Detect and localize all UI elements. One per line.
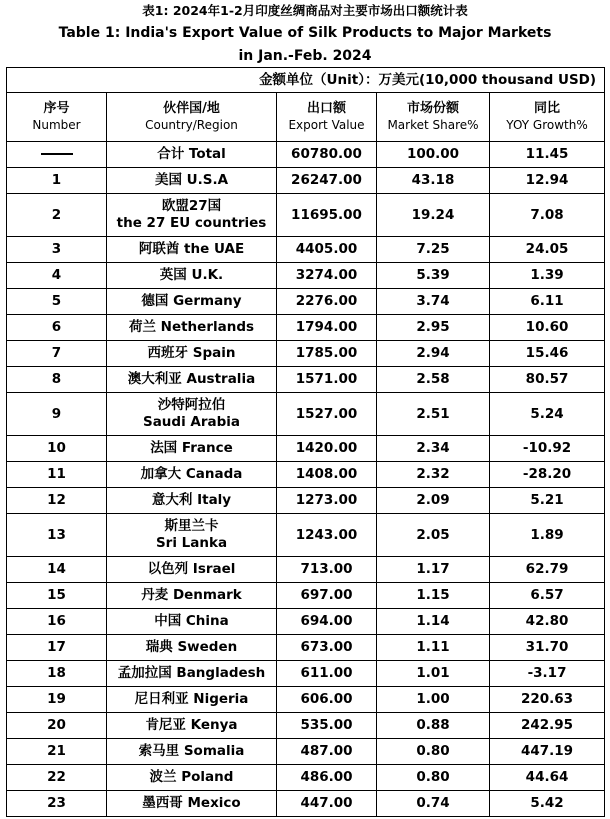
header-yoy bbox=[490, 93, 605, 142]
row-number: 13 bbox=[7, 514, 107, 557]
row-number: 4 bbox=[7, 263, 107, 289]
row-market-share: 2.09 bbox=[377, 488, 490, 514]
row-market-share: 1.14 bbox=[377, 609, 490, 635]
row-yoy-growth: 15.46 bbox=[490, 341, 605, 367]
title-english-line1: Table 1: India's Export Value of Silk Products to Major Markets bbox=[58, 25, 552, 41]
country-name: 肯尼亚 Kenya bbox=[145, 717, 238, 733]
header-export-cn: 出口额 bbox=[306, 101, 346, 116]
row-yoy-growth: 5.42 bbox=[490, 791, 605, 817]
row-number: 20 bbox=[7, 713, 107, 739]
row-market-share: 2.05 bbox=[377, 514, 490, 557]
row-export-value: 1527.00 bbox=[277, 393, 377, 436]
country-name: 德国 Germany bbox=[141, 293, 242, 309]
row-country bbox=[107, 635, 277, 661]
row-yoy-growth: 11.45 bbox=[490, 142, 605, 168]
table-row bbox=[7, 315, 605, 341]
table-row bbox=[7, 765, 605, 791]
export-table bbox=[6, 67, 605, 817]
row-yoy-growth: 447.19 bbox=[490, 739, 605, 765]
table-row bbox=[7, 514, 605, 557]
table-row bbox=[7, 237, 605, 263]
row-market-share: 0.88 bbox=[377, 713, 490, 739]
row-country bbox=[107, 661, 277, 687]
row-export-value: 697.00 bbox=[277, 583, 377, 609]
row-yoy-growth: 7.08 bbox=[490, 194, 605, 237]
row-market-share: 2.58 bbox=[377, 367, 490, 393]
country-name-en: Sri Lanka bbox=[155, 535, 228, 551]
row-number: 16 bbox=[7, 609, 107, 635]
row-yoy-growth: 1.39 bbox=[490, 263, 605, 289]
row-export-value: 1785.00 bbox=[277, 341, 377, 367]
row-country bbox=[107, 436, 277, 462]
table-row bbox=[7, 341, 605, 367]
row-number: 5 bbox=[7, 289, 107, 315]
row-market-share: 2.51 bbox=[377, 393, 490, 436]
title-english-line2: in Jan.-Feb. 2024 bbox=[238, 48, 372, 64]
row-number: 17 bbox=[7, 635, 107, 661]
table-row bbox=[7, 488, 605, 514]
country-name: 波兰 Poland bbox=[149, 769, 234, 785]
row-export-value: 2276.00 bbox=[277, 289, 377, 315]
row-export-value: 1794.00 bbox=[277, 315, 377, 341]
country-name: 意大利 Italy bbox=[151, 492, 232, 508]
row-yoy-growth: 44.64 bbox=[490, 765, 605, 791]
country-name: 荷兰 Netherlands bbox=[128, 319, 255, 335]
row-country bbox=[107, 713, 277, 739]
row-country bbox=[107, 739, 277, 765]
dash-mark bbox=[41, 153, 73, 155]
table-row bbox=[7, 194, 605, 237]
table-row bbox=[7, 739, 605, 765]
table-row bbox=[7, 289, 605, 315]
row-number: 15 bbox=[7, 583, 107, 609]
table-row bbox=[7, 557, 605, 583]
header-share bbox=[377, 93, 490, 142]
table-row bbox=[7, 687, 605, 713]
table-row bbox=[7, 393, 605, 436]
row-number: 9 bbox=[7, 393, 107, 436]
table-row bbox=[7, 462, 605, 488]
row-country bbox=[107, 583, 277, 609]
country-name: 尼日利亚 Nigeria bbox=[134, 691, 249, 707]
header-yoy-cn: 同比 bbox=[534, 101, 561, 116]
row-export-value: 535.00 bbox=[277, 713, 377, 739]
row-country bbox=[107, 237, 277, 263]
row-yoy-growth: 5.24 bbox=[490, 393, 605, 436]
row-yoy-growth: 1.89 bbox=[490, 514, 605, 557]
row-country bbox=[107, 289, 277, 315]
row-market-share: 2.94 bbox=[377, 341, 490, 367]
row-market-share: 43.18 bbox=[377, 168, 490, 194]
header-yoy-en: YOY Growth% bbox=[506, 118, 588, 132]
row-market-share: 0.80 bbox=[377, 765, 490, 791]
row-number: 2 bbox=[7, 194, 107, 237]
header-number-cn: 序号 bbox=[43, 101, 70, 116]
row-yoy-growth: 31.70 bbox=[490, 635, 605, 661]
country-name: 加拿大 Canada bbox=[140, 466, 243, 482]
country-name: 索马里 Somalia bbox=[138, 743, 245, 759]
row-country bbox=[107, 462, 277, 488]
row-market-share: 3.74 bbox=[377, 289, 490, 315]
row-market-share: 19.24 bbox=[377, 194, 490, 237]
row-number: 23 bbox=[7, 791, 107, 817]
row-yoy-growth: 62.79 bbox=[490, 557, 605, 583]
row-number: 6 bbox=[7, 315, 107, 341]
row-number: 7 bbox=[7, 341, 107, 367]
row-export-value: 26247.00 bbox=[277, 168, 377, 194]
country-name: 英国 U.K. bbox=[159, 267, 224, 283]
row-number: 1 bbox=[7, 168, 107, 194]
row-number: 11 bbox=[7, 462, 107, 488]
row-market-share: 1.01 bbox=[377, 661, 490, 687]
row-number: 18 bbox=[7, 661, 107, 687]
row-yoy-growth: -28.20 bbox=[490, 462, 605, 488]
country-name: 中国 China bbox=[154, 613, 229, 629]
row-export-value: 447.00 bbox=[277, 791, 377, 817]
row-market-share: 1.15 bbox=[377, 583, 490, 609]
country-name: 澳大利亚 Australia bbox=[127, 371, 256, 387]
row-yoy-growth: 5.21 bbox=[490, 488, 605, 514]
row-country bbox=[107, 765, 277, 791]
row-export-value: 11695.00 bbox=[277, 194, 377, 237]
unit-label: 金额单位（Unit）：万美元(10,000 thousand USD) bbox=[7, 68, 605, 93]
row-market-share: 1.11 bbox=[377, 635, 490, 661]
row-country bbox=[107, 341, 277, 367]
row-yoy-growth: 24.05 bbox=[490, 237, 605, 263]
row-export-value: 1273.00 bbox=[277, 488, 377, 514]
row-number: 21 bbox=[7, 739, 107, 765]
country-name: 美国 U.S.A bbox=[154, 172, 229, 188]
table-row bbox=[7, 367, 605, 393]
row-country bbox=[107, 315, 277, 341]
table-row bbox=[7, 791, 605, 817]
row-market-share: 100.00 bbox=[377, 142, 490, 168]
row-yoy-growth: 6.57 bbox=[490, 583, 605, 609]
country-name: 西班牙 Spain bbox=[147, 345, 236, 361]
country-name: 孟加拉国 Bangladesh bbox=[117, 665, 266, 681]
row-export-value: 606.00 bbox=[277, 687, 377, 713]
row-number: 8 bbox=[7, 367, 107, 393]
country-name: 欧盟27国 bbox=[161, 198, 222, 214]
row-country bbox=[107, 557, 277, 583]
country-name: 法国 France bbox=[150, 440, 233, 456]
row-market-share: 0.80 bbox=[377, 739, 490, 765]
row-country bbox=[107, 367, 277, 393]
row-country bbox=[107, 142, 277, 168]
row-export-value: 487.00 bbox=[277, 739, 377, 765]
country-name: 合计 Total bbox=[157, 146, 226, 162]
header-number bbox=[7, 93, 107, 142]
row-export-value: 1243.00 bbox=[277, 514, 377, 557]
table-row bbox=[7, 436, 605, 462]
row-yoy-growth: 80.57 bbox=[490, 367, 605, 393]
country-name: 斯里兰卡 bbox=[164, 518, 219, 534]
row-yoy-growth: 42.80 bbox=[490, 609, 605, 635]
row-export-value: 1408.00 bbox=[277, 462, 377, 488]
header-number-en: Number bbox=[32, 118, 81, 132]
country-name: 以色列 Israel bbox=[147, 561, 236, 577]
row-number bbox=[7, 142, 107, 168]
row-number: 19 bbox=[7, 687, 107, 713]
table-row bbox=[7, 713, 605, 739]
row-market-share: 2.32 bbox=[377, 462, 490, 488]
table-row bbox=[7, 263, 605, 289]
row-number: 10 bbox=[7, 436, 107, 462]
total-row bbox=[7, 142, 605, 168]
table-row bbox=[7, 635, 605, 661]
header-row bbox=[7, 93, 605, 142]
table-row bbox=[7, 609, 605, 635]
header-share-en: Market Share% bbox=[387, 118, 479, 132]
country-name: 瑞典 Sweden bbox=[145, 639, 238, 655]
row-country bbox=[107, 488, 277, 514]
row-market-share: 2.34 bbox=[377, 436, 490, 462]
header-share-cn: 市场份额 bbox=[406, 101, 459, 116]
country-name: 阿联酋 the UAE bbox=[138, 241, 245, 257]
row-number: 14 bbox=[7, 557, 107, 583]
row-export-value: 713.00 bbox=[277, 557, 377, 583]
country-name: 丹麦 Denmark bbox=[141, 587, 242, 603]
table-row bbox=[7, 583, 605, 609]
row-yoy-growth: 6.11 bbox=[490, 289, 605, 315]
row-country bbox=[107, 514, 277, 557]
country-name: 墨西哥 Mexico bbox=[142, 795, 241, 811]
row-yoy-growth: 220.63 bbox=[490, 687, 605, 713]
unit-row bbox=[7, 68, 605, 93]
row-export-value: 60780.00 bbox=[277, 142, 377, 168]
row-market-share: 5.39 bbox=[377, 263, 490, 289]
country-name-en: Saudi Arabia bbox=[142, 414, 241, 430]
row-country bbox=[107, 609, 277, 635]
row-export-value: 3274.00 bbox=[277, 263, 377, 289]
country-name-en: the 27 EU countries bbox=[116, 215, 267, 231]
row-export-value: 4405.00 bbox=[277, 237, 377, 263]
row-export-value: 486.00 bbox=[277, 765, 377, 791]
row-country bbox=[107, 194, 277, 237]
row-country bbox=[107, 687, 277, 713]
country-name: 沙特阿拉伯 bbox=[157, 397, 226, 413]
header-country-cn: 伙伴国/地 bbox=[163, 101, 220, 116]
row-market-share: 2.95 bbox=[377, 315, 490, 341]
row-yoy-growth: -10.92 bbox=[490, 436, 605, 462]
row-export-value: 611.00 bbox=[277, 661, 377, 687]
table-row bbox=[7, 168, 605, 194]
row-country bbox=[107, 168, 277, 194]
table-row bbox=[7, 661, 605, 687]
header-export-en: Export Value bbox=[288, 118, 365, 132]
row-yoy-growth: 10.60 bbox=[490, 315, 605, 341]
header-export bbox=[277, 93, 377, 142]
row-market-share: 1.00 bbox=[377, 687, 490, 713]
header-country-en: Country/Region bbox=[145, 118, 238, 132]
row-market-share: 7.25 bbox=[377, 237, 490, 263]
row-number: 3 bbox=[7, 237, 107, 263]
row-country bbox=[107, 263, 277, 289]
row-market-share: 0.74 bbox=[377, 791, 490, 817]
row-export-value: 673.00 bbox=[277, 635, 377, 661]
title-chinese: 表1: 2024年1-2月印度丝绸商品对主要市场出口额统计表 bbox=[142, 3, 468, 18]
header-country bbox=[107, 93, 277, 142]
row-export-value: 1571.00 bbox=[277, 367, 377, 393]
row-yoy-growth: 12.94 bbox=[490, 168, 605, 194]
row-yoy-growth: -3.17 bbox=[490, 661, 605, 687]
row-yoy-growth: 242.95 bbox=[490, 713, 605, 739]
row-market-share: 1.17 bbox=[377, 557, 490, 583]
row-export-value: 1420.00 bbox=[277, 436, 377, 462]
row-number: 12 bbox=[7, 488, 107, 514]
row-country bbox=[107, 393, 277, 436]
row-export-value: 694.00 bbox=[277, 609, 377, 635]
row-number: 22 bbox=[7, 765, 107, 791]
row-country bbox=[107, 791, 277, 817]
